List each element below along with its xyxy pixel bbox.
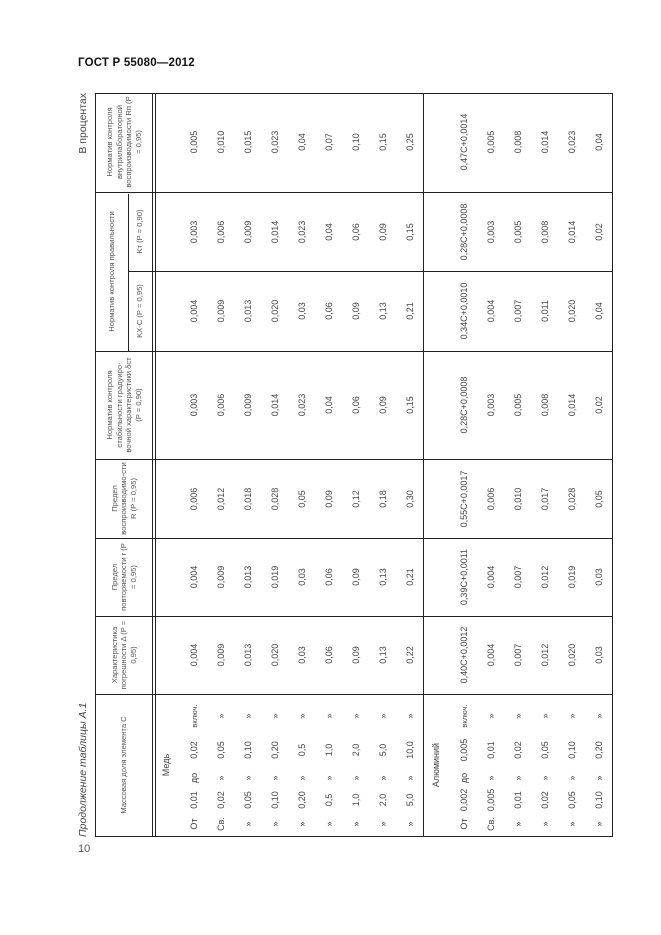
cell-value: 0,003	[486, 393, 496, 417]
page-number: 10	[78, 843, 91, 855]
cell-value: 0,014	[270, 220, 280, 244]
table-row	[451, 92, 478, 836]
cell-value: 0,21	[405, 302, 415, 320]
cell-value: 0,006	[216, 393, 226, 417]
cell-value: 0,014	[270, 393, 280, 417]
mass-range-part: »	[405, 821, 415, 827]
mass-range-part: »	[594, 821, 604, 827]
mass-range-part: »	[567, 713, 577, 719]
cell-value: 0,012	[540, 565, 550, 589]
data-table	[95, 93, 613, 837]
cell-value: 0,25	[405, 133, 415, 151]
mass-range-part: включ.	[190, 704, 199, 728]
mass-range-part: 0,01	[486, 741, 496, 759]
cell-value: 0,09	[378, 396, 388, 414]
cell-value: 0,007	[513, 299, 523, 323]
mass-range-part: »	[513, 821, 523, 827]
mass-range-part: 5,0	[405, 793, 415, 807]
mass-range-part: »	[594, 775, 604, 781]
cell-value: 0,09	[351, 568, 361, 586]
mass-range-part: »	[486, 775, 496, 781]
cell-value: 0,03	[594, 646, 604, 664]
cell-value: 0,09	[351, 302, 361, 320]
table-row	[289, 92, 316, 836]
cell-value: 0,023	[297, 393, 307, 417]
cell-value: 0,007	[513, 643, 523, 667]
header-kt: Kт (P = 0,90)	[135, 209, 145, 254]
cell-value: 0,06	[351, 396, 361, 414]
mass-range-part: »	[540, 821, 550, 827]
cell-value: 0,020	[270, 643, 280, 667]
cell-value: 0,003	[189, 393, 199, 417]
mass-range-part: 1,0	[324, 743, 334, 757]
cell-value: 0,06	[324, 302, 334, 320]
mass-range-part: »	[243, 713, 253, 719]
cell-value: 0,15	[378, 133, 388, 151]
mass-range-part: »	[324, 821, 334, 827]
cell-value: 0,15	[405, 396, 415, 414]
mass-range-part: »	[270, 775, 280, 781]
table-row	[262, 92, 289, 836]
mass-range-part: 0,02	[216, 791, 226, 809]
cell-value: 0,005	[486, 130, 496, 154]
mass-range-part: 0,01	[189, 791, 199, 809]
cell-value: 0,012	[540, 643, 550, 667]
header-reproducibility: Предел воспроизводимо-сти R (P = 0,95)	[109, 462, 138, 535]
mass-range-part: »	[567, 821, 577, 827]
table-row	[343, 92, 370, 836]
mass-range-part: »	[297, 775, 307, 781]
mass-range-part: »	[405, 775, 415, 781]
cell-value: 0,15	[405, 223, 415, 241]
cell-value: 0,012	[216, 487, 226, 511]
cell-value: 0,03	[594, 568, 604, 586]
cell-value: 0,005	[189, 130, 199, 154]
cell-value: 0,004	[486, 643, 496, 667]
cell-value: 0,55C+0,0017	[459, 470, 469, 528]
mass-range-part: 5,0	[378, 743, 388, 757]
cell-value: 0,03	[297, 302, 307, 320]
header-repeatability: Предел повторяемости r (P = 0,95)	[109, 543, 138, 611]
mass-range-part: 0,5	[324, 793, 334, 807]
mass-range-part: 1,0	[351, 793, 361, 807]
cell-value: 0,010	[216, 130, 226, 154]
header-intralab: Норматив контроля внутрилабораторной воспроизводимости Rп (P = 0,95)	[105, 96, 143, 188]
header-delta: Характеристика погрешности Δ (P = 0,95)	[109, 620, 138, 690]
section-label: Алюминий	[431, 742, 441, 788]
cell-value: 0,09	[351, 646, 361, 664]
cell-value: 0,005	[513, 220, 523, 244]
cell-value: 0,014	[567, 220, 577, 244]
cell-value: 0,13	[378, 302, 388, 320]
cell-value: 0,04	[324, 396, 334, 414]
cell-value: 0,014	[567, 393, 577, 417]
mass-range-part: »	[513, 775, 523, 781]
cell-value: 0,28C+0,0008	[459, 376, 469, 434]
cell-value: 0,40C+0,0012	[459, 626, 469, 684]
cell-value: 0,12	[351, 490, 361, 508]
table-row	[532, 92, 559, 836]
cell-value: 0,009	[243, 220, 253, 244]
cell-value: 0,39C+0,0011	[459, 548, 469, 606]
cell-value: 0,013	[243, 299, 253, 323]
cell-value: 0,009	[216, 565, 226, 589]
header-accuracy-group: Норматив контроля правильности	[107, 211, 117, 332]
mass-range-part: 0,002	[459, 788, 469, 812]
cell-value: 0,04	[297, 133, 307, 151]
mass-range-part: »	[351, 713, 361, 719]
cell-value: 0,008	[540, 220, 550, 244]
mass-range-part: »	[351, 775, 361, 781]
rotated-table-area	[75, 93, 613, 837]
cell-value: 0,09	[378, 223, 388, 241]
cell-value: 0,006	[189, 487, 199, 511]
table-row	[586, 92, 613, 836]
cell-value: 0,04	[594, 302, 604, 320]
cell-value: 0,020	[567, 643, 577, 667]
cell-value: 0,019	[567, 565, 577, 589]
cell-value: 0,007	[513, 565, 523, 589]
cell-value: 0,028	[270, 487, 280, 511]
units-label: В процентах	[77, 93, 89, 154]
cell-value: 0,018	[243, 487, 253, 511]
table-row	[505, 92, 532, 836]
cell-value: 0,009	[216, 299, 226, 323]
table-row	[235, 92, 262, 836]
mass-range-part: Св.	[216, 817, 226, 831]
table-row	[370, 92, 397, 836]
mass-range-part: »	[270, 821, 280, 827]
mass-range-part: »	[324, 775, 334, 781]
mass-range-part: От	[189, 818, 199, 830]
cell-value: 0,017	[540, 487, 550, 511]
cell-value: 0,03	[297, 646, 307, 664]
mass-range-part: »	[378, 775, 388, 781]
cell-value: 0,30	[405, 490, 415, 508]
mass-range-part: »	[567, 775, 577, 781]
table-row	[478, 92, 505, 836]
table-row	[316, 92, 343, 836]
mass-range-part: 2,0	[351, 743, 361, 757]
cell-value: 0,010	[513, 487, 523, 511]
document-title: ГОСТ Р 55080—2012	[78, 57, 195, 69]
mass-range-part: »	[243, 775, 253, 781]
cell-value: 0,05	[297, 490, 307, 508]
cell-value: 0,009	[216, 643, 226, 667]
cell-value: 0,47C+0,0014	[459, 113, 469, 171]
cell-value: 0,015	[243, 130, 253, 154]
mass-range-part: »	[297, 713, 307, 719]
cell-value: 0,020	[567, 299, 577, 323]
mass-range-part: »	[378, 713, 388, 719]
table-row	[559, 92, 586, 836]
cell-value: 0,019	[270, 565, 280, 589]
cell-value: 0,10	[351, 133, 361, 151]
mass-range-part: включ.	[460, 704, 469, 728]
mass-range-part: 0,20	[297, 791, 307, 809]
mass-range-part: »	[324, 713, 334, 719]
cell-value: 0,023	[270, 130, 280, 154]
mass-range-part: »	[216, 713, 226, 719]
cell-value: 0,020	[270, 299, 280, 323]
cell-value: 0,05	[594, 490, 604, 508]
cell-value: 0,28C+0,0008	[459, 203, 469, 261]
cell-value: 0,06	[324, 568, 334, 586]
mass-range-part: 0,05	[243, 791, 253, 809]
cell-value: 0,004	[189, 643, 199, 667]
table-row	[208, 92, 235, 836]
mass-range-part: 0,10	[270, 791, 280, 809]
mass-range-part: до	[189, 772, 199, 784]
mass-range-part: 0,05	[540, 741, 550, 759]
cell-value: 0,13	[378, 646, 388, 664]
mass-range-part: »	[540, 713, 550, 719]
mass-range-part: 0,5	[297, 743, 307, 757]
cell-value: 0,34C+0,0010	[459, 282, 469, 340]
header-double-line	[152, 94, 156, 836]
cell-value: 0,03	[297, 568, 307, 586]
header-kxc: KХ-С (P = 0,95)	[135, 284, 145, 338]
cell-value: 0,21	[405, 568, 415, 586]
cell-value: 0,023	[567, 130, 577, 154]
cell-value: 0,013	[243, 643, 253, 667]
cell-value: 0,009	[243, 393, 253, 417]
cell-value: 0,22	[405, 646, 415, 664]
cell-value: 0,04	[324, 223, 334, 241]
mass-range-part: »	[297, 821, 307, 827]
mass-range-part: 10,0	[405, 741, 415, 759]
mass-range-part: »	[243, 821, 253, 827]
mass-range-part: 0,10	[243, 741, 253, 759]
cell-value: 0,013	[243, 565, 253, 589]
cell-value: 0,04	[594, 133, 604, 151]
mass-range-part: 0,005	[486, 788, 496, 812]
cell-value: 0,014	[540, 130, 550, 154]
header-mass: Массовая доля элемента С	[119, 716, 129, 814]
cell-value: 0,09	[324, 490, 334, 508]
mass-range-part: 0,02	[189, 741, 199, 759]
section-label: Медь	[161, 753, 171, 777]
mass-range-part: »	[513, 713, 523, 719]
cell-value: 0,003	[189, 220, 199, 244]
cell-value: 0,005	[513, 393, 523, 417]
mass-range-part: »	[405, 713, 415, 719]
cell-value: 0,02	[594, 223, 604, 241]
cell-value: 0,06	[351, 223, 361, 241]
mass-range-part: Св.	[486, 817, 496, 831]
mass-range-part: 0,05	[567, 791, 577, 809]
mass-range-part: »	[351, 821, 361, 827]
mass-range-part: От	[459, 818, 469, 830]
table-caption: Продолжение таблицы А.1	[77, 702, 89, 837]
cell-value: 0,18	[378, 490, 388, 508]
cell-value: 0,011	[540, 300, 550, 322]
mass-range-part: 0,01	[513, 791, 523, 809]
mass-range-part: 0,10	[594, 791, 604, 809]
header-stability: Норматив контроля стабильности градуиро-вочной характеристики δст (P = 0,90)	[105, 357, 143, 453]
cell-value: 0,004	[486, 299, 496, 323]
mass-range-part: »	[486, 713, 496, 719]
cell-value: 0,003	[486, 220, 496, 244]
cell-value: 0,004	[486, 565, 496, 589]
cell-value: 0,06	[324, 646, 334, 664]
cell-value: 0,13	[378, 568, 388, 586]
mass-range-part: »	[540, 775, 550, 781]
cell-value: 0,004	[189, 565, 199, 589]
mass-range-part: 0,20	[594, 741, 604, 759]
mass-range-part: 0,02	[513, 741, 523, 759]
cell-value: 0,006	[486, 487, 496, 511]
cell-value: 0,07	[324, 133, 334, 151]
mass-range-part: 0,02	[540, 791, 550, 809]
cell-value: 0,008	[540, 393, 550, 417]
mass-range-part: 0,05	[216, 741, 226, 759]
mass-range-part: »	[378, 821, 388, 827]
cell-value: 0,028	[567, 487, 577, 511]
mass-range-part: 0,005	[459, 738, 469, 762]
mass-range-part: 0,10	[567, 741, 577, 759]
table-row	[181, 92, 208, 836]
cell-value: 0,02	[594, 396, 604, 414]
cell-value: 0,006	[216, 220, 226, 244]
cell-value: 0,023	[297, 220, 307, 244]
mass-range-part: 0,20	[270, 741, 280, 759]
cell-value: 0,008	[513, 130, 523, 154]
mass-range-part: 2,0	[378, 793, 388, 807]
mass-range-part: »	[594, 713, 604, 719]
mass-range-part: »	[270, 713, 280, 719]
cell-value: 0,004	[189, 299, 199, 323]
table-row	[397, 92, 424, 836]
mass-range-part: »	[216, 775, 226, 781]
mass-range-part: до	[459, 772, 469, 784]
